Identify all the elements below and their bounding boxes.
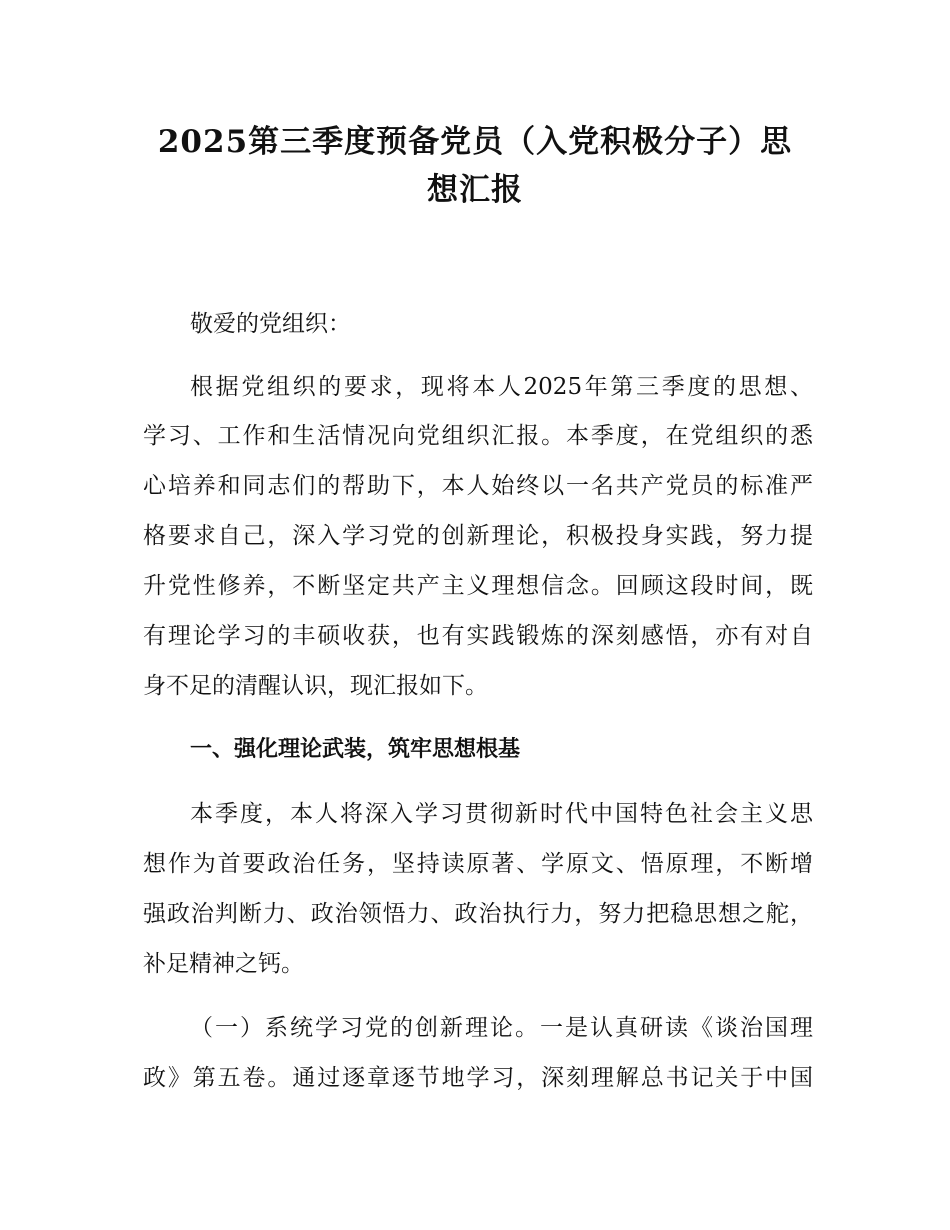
paragraph-1-line: 身不足的清醒认识，现汇报如下。 [143,673,488,699]
section-1-heading: 一、强化理论武装，筑牢思想根基 [190,737,521,762]
paragraph-3-line: 政》第五卷。通过逐章逐节地学习，深刻理解总书记关于中国 [143,1065,813,1091]
salutation: 敬爱的党组织： [190,311,351,337]
paragraph-1-line: 心培养和同志们的帮助下，本人始终以一名共产党员的标准严 [143,473,813,499]
document-title-line-1: 2025第三季度预备党员（入党积极分子）思 [157,124,793,160]
paragraph-1-line: 升党性修养，不断坚定共产主义理想信念。回顾这段时间，既 [143,573,813,599]
paragraph-1-line: 格要求自己，深入学习党的创新理论，积极投身实践，努力提 [143,523,813,549]
document-title-line-2: 想汇报 [427,172,523,208]
paragraph-2-line: 补足精神之钙。 [143,951,304,977]
paragraph-2-line: 想作为首要政治任务，坚持读原著、学原文、悟原理，不断增 [143,851,813,877]
paragraph-2-line: 本季度，本人将深入学习贯彻新时代中国特色社会主义思 [190,801,813,827]
paragraph-3-line: （一）系统学习党的创新理论。一是认真研读《谈治国理 [190,1015,813,1041]
paragraph-2-line: 强政治判断力、政治领悟力、政治执行力，努力把稳思想之舵， [143,901,813,927]
paragraph-1-line: 根据党组织的要求，现将本人2025年第三季度的思想、 [190,374,813,400]
paragraph-1-line: 有理论学习的丰硕收获，也有实践锻炼的深刻感悟，亦有对自 [143,623,813,649]
paragraph-1-line: 学习、工作和生活情况向党组织汇报。本季度，在党组织的悉 [143,423,813,449]
